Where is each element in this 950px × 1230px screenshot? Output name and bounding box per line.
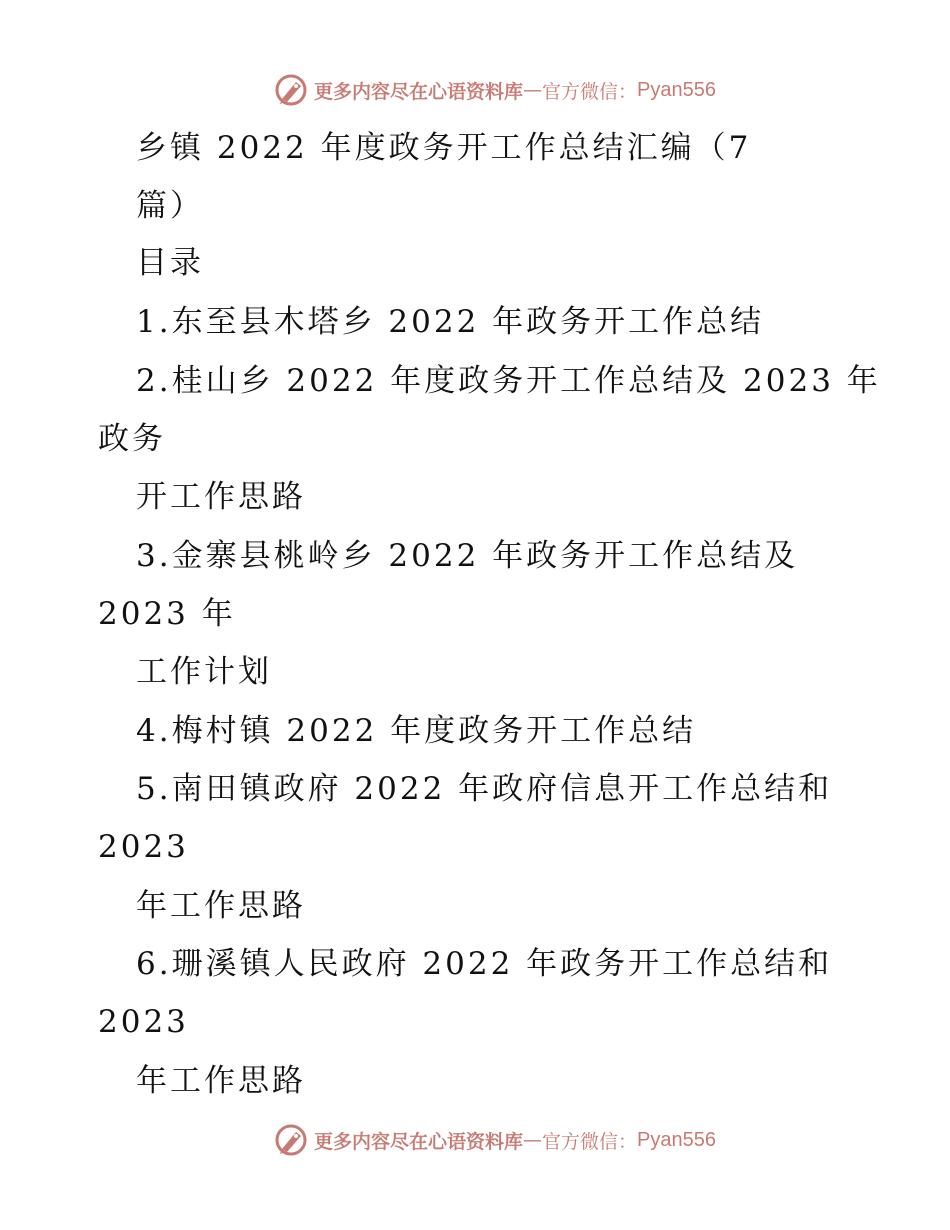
document-title-line-2: 篇） (136, 188, 204, 224)
pen-logo-icon (274, 73, 308, 107)
pen-logo-icon (274, 1123, 308, 1157)
toc-line: 年工作思路 (136, 888, 306, 924)
toc-line: 2.桂山乡 2022 年度政务开工作总结及 2023 年 (136, 363, 881, 399)
watermark-label: 官方微信： (542, 1130, 638, 1153)
watermark-label: 官方微信： (542, 80, 638, 103)
watermark-content (274, 73, 716, 107)
toc-line: 年工作思路 (136, 1063, 306, 1099)
toc-line: 3.金寨县桃岭乡 2022 年政务开工作总结及 (136, 538, 799, 574)
toc-line: 5.南田镇政府 2022 年政府信息开工作总结和 (136, 771, 833, 807)
watermark-separator: — (523, 79, 543, 101)
watermark-banner-top (0, 70, 950, 110)
watermark-separator: — (523, 1129, 543, 1151)
toc-line: 1.东至县木塔乡 2022 年政务开工作总结 (136, 304, 765, 340)
toc-heading: 目录 (136, 245, 204, 281)
toc-line: 政务 (98, 421, 166, 457)
toc-line: 2023 (98, 1004, 189, 1040)
toc-line: 6.珊溪镇人民政府 2022 年政务开工作总结和 (136, 946, 833, 982)
watermark-id: Pyan556 (637, 1128, 716, 1151)
watermark-content (274, 1123, 716, 1157)
watermark-banner-bottom (0, 1120, 950, 1160)
toc-line: 2023 年 (98, 596, 236, 632)
watermark-brand: 更多内容尽在心语资料库 (314, 80, 524, 103)
watermark-brand: 更多内容尽在心语资料库 (314, 1130, 524, 1153)
toc-line: 开工作思路 (136, 479, 306, 515)
toc-line: 2023 (98, 829, 189, 865)
toc-line: 4.梅村镇 2022 年度政务开工作总结 (136, 713, 697, 749)
document-title-line-1: 乡镇 2022 年度政务开工作总结汇编（7 (136, 130, 752, 166)
watermark-id: Pyan556 (637, 78, 716, 101)
toc-line: 工作计划 (136, 654, 272, 690)
